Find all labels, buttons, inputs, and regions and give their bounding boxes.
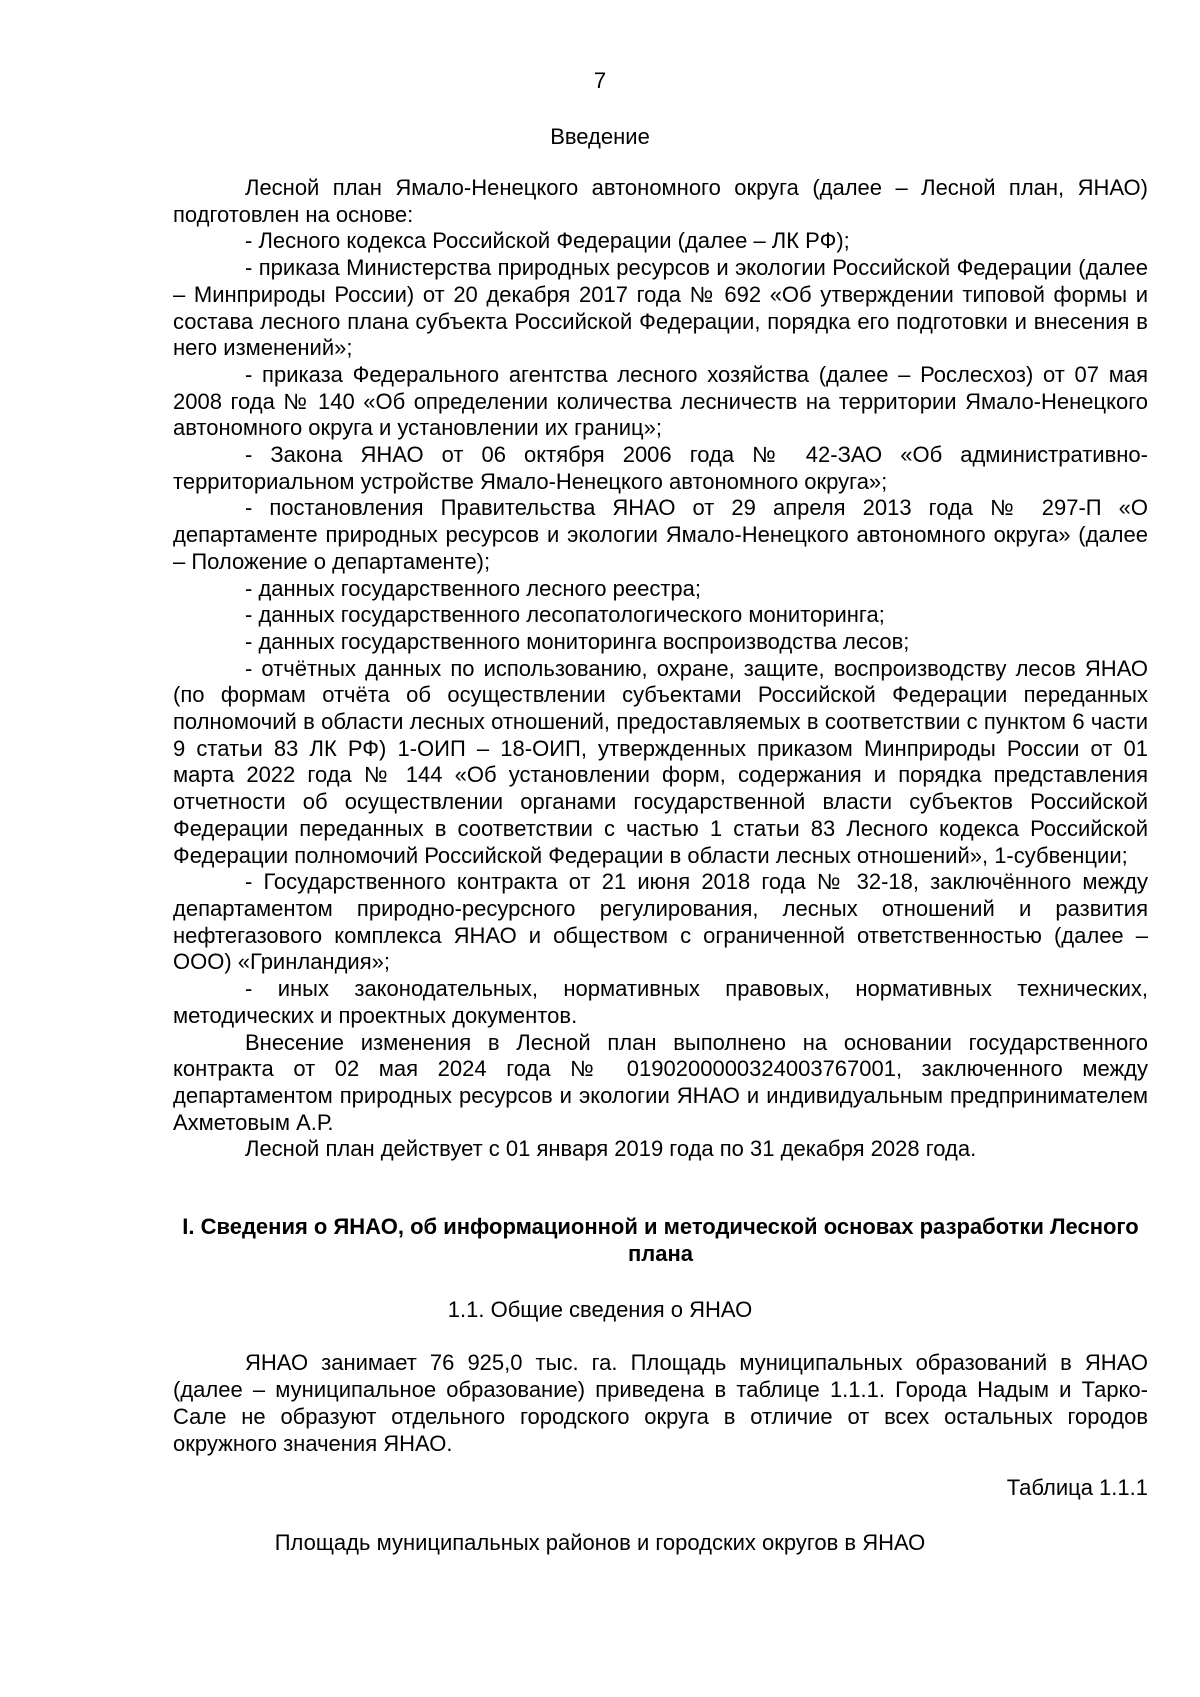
intro-title: Введение xyxy=(550,124,650,149)
intro-paragraph: - приказа Федерального агентства лесного хозяйства (далее – Рослесхоз) от 07 мая 2008 года № 140 «Об определении количества лесничеств на территории Ямало-Ненецкого автономного округа и установлении их границ»; xyxy=(173,361,1148,441)
intro-paragraph: - иных законодательных, нормативных правовых, нормативных технических, методических и проектных документов. xyxy=(173,976,1148,1028)
intro-paragraph: - данных государственного лесного реестра; xyxy=(245,575,701,601)
intro-paragraph: Лесной план Ямало-Ненецкого автономного округа (далее – Лесной план, ЯНАО) подготовлен на основе: xyxy=(173,175,1148,227)
subsection-body xyxy=(173,1349,1148,1457)
subsection-paragraph: ЯНАО занимает 76 925,0 тыс. га. Площадь муниципальных образований в ЯНАО (далее – муниципальное образование) приведена в таблице 1.1.1. Города Надым и Тарко-Сале не образуют отдельного городского округа в отличие от всех остальных городов окружного значения ЯНАО. xyxy=(173,1350,1148,1456)
page-number: 7 xyxy=(593,68,607,93)
intro-paragraph: - постановления Правительства ЯНАО от 29 апреля 2013 года № 297-П «О департаменте природных ресурсов и экологии Ямало-Ненецкого автономного округа» (далее – Положение о департаменте); xyxy=(173,495,1148,574)
intro-paragraph: - отчётных данных по использованию, охране, защите, воспроизводству лесов ЯНАО (по формам отчёта об осуществлении субъектами Российской Федерации переданных полномочий в области лесных отношений, предоставляемых в соответствии с пунктом 6 части 9 статьи 83 ЛК РФ) 1-ОИП – 18-ОИП, утвержденных приказом Минприроды России от 01 марта 2022 года № 144 «Об установлении форм, содержания и порядка представления отчетности об осуществлении органами государственной власти субъектов Российской Федерации переданных в соответствии с частью 1 статьи 83 Лесного кодекса Российской Федерации полномочий Российской Федерации в области лесных отношений», 1-субвенции; xyxy=(173,655,1148,868)
intro-paragraph: - приказа Министерства природных ресурсов и экологии Российской Федерации (далее – Минприроды России) от 20 декабря 2017 года № 692 «Об утверждении типовой формы и состава лесного плана субъекта Российской Федерации, порядка его подготовки и внесения в него изменений»; xyxy=(173,255,1148,361)
intro-paragraph: - Лесного кодекса Российской Федерации (далее – ЛК РФ); xyxy=(245,228,850,254)
section-title: I. Сведения о ЯНАО, об информационной и методической основах разработки Лесного плана xyxy=(182,1214,1139,1266)
subsection-title: 1.1. Общие сведения о ЯНАО xyxy=(447,1297,753,1322)
intro-paragraph: Лесной план действует с 01 января 2019 года по 31 декабря 2028 года. xyxy=(245,1136,977,1162)
intro-body xyxy=(173,175,1148,1163)
table-caption: Площадь муниципальных районов и городских округов в ЯНАО xyxy=(274,1530,926,1555)
intro-paragraph: Внесение изменения в Лесной план выполнено на основании государственного контракта от 02 мая 2024 года № 0190200000324003767001, заключенного между департаментом природных ресурсов и экологии ЯНАО и индивидуальным предпринимателем Ахметовым А.Р. xyxy=(173,1029,1148,1135)
intro-paragraph: - данных государственного мониторинга воспроизводства лесов; xyxy=(245,628,910,654)
table-label: Таблица 1.1.1 xyxy=(1006,1475,1148,1500)
intro-paragraph: - данных государственного лесопатологического мониторинга; xyxy=(245,602,885,628)
intro-paragraph: - Государственного контракта от 21 июня 2018 года № 32-18, заключённого между департаментом природно-ресурсного регулирования, лесных отношений и развития нефтегазового комплекса ЯНАО и обществом с ограниченной ответственностью (далее – ООО) «Гринландия»; xyxy=(173,869,1148,975)
intro-paragraph: - Закона ЯНАО от 06 октября 2006 года № 42-ЗАО «Об административно-территориальном устройстве Ямало-Ненецкого автономного округа»; xyxy=(173,442,1148,494)
